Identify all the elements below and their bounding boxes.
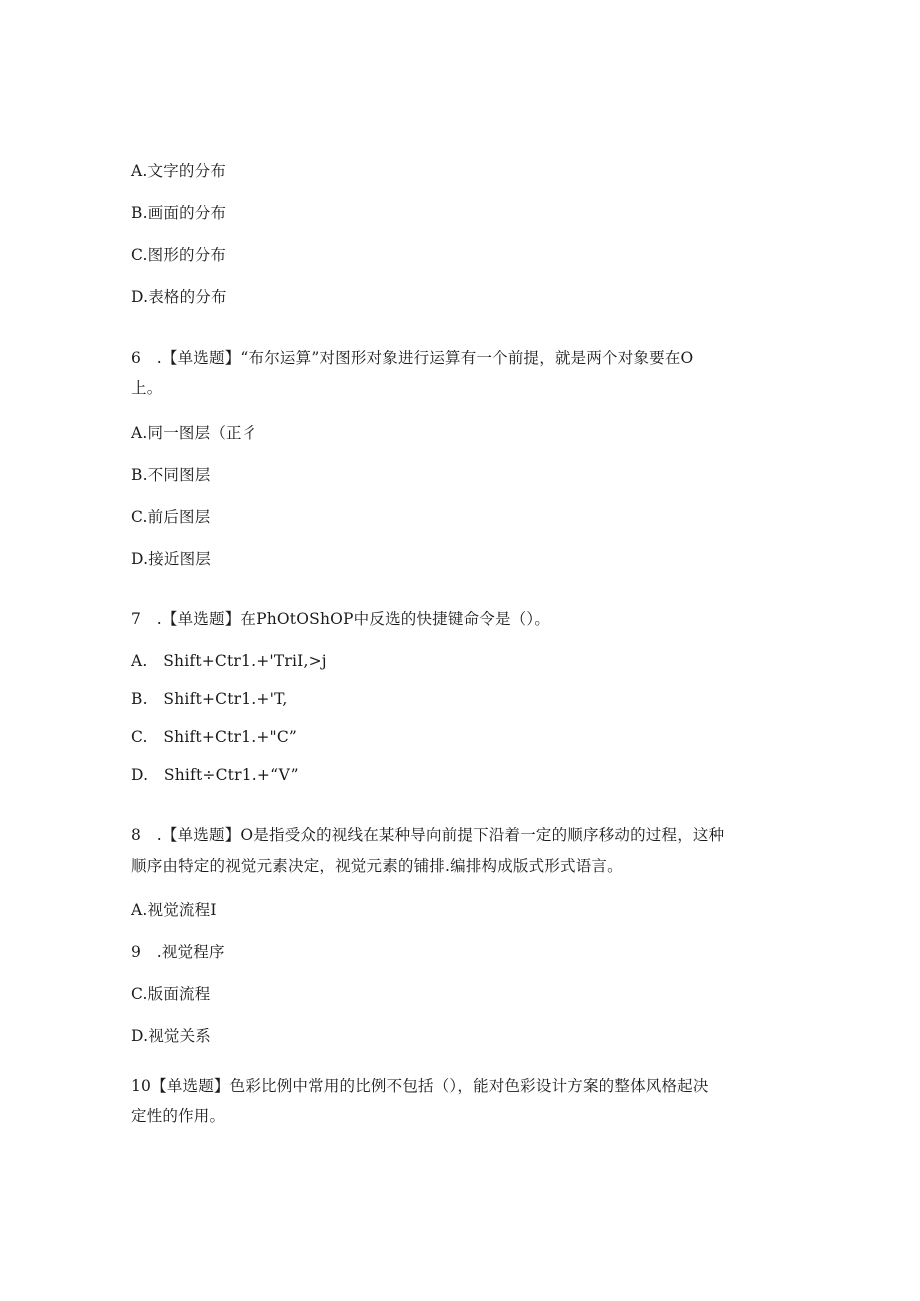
q8-stem-line1: 8 .【单选题】O是指受众的视线在某种导向前提下沿着一定的顺序移动的过程，这种 [131,826,725,844]
q8-option-d: D.视觉关系 [131,1027,212,1045]
q8-option-c: C.版面流程 [131,985,211,1003]
q6-stem-line1: 6 .【单选题】“布尔运算”对图形对象进行运算有一个前提，就是两个对象要在O [131,349,694,367]
q7-option-c: C. Shift+Ctr1.+"C” [131,728,298,746]
q7-option-b: B. Shift+Ctr1.+'T, [131,690,288,708]
q6-option-d: D.接近图层 [131,550,212,568]
q6-option-b: B.不同图层 [131,466,211,484]
q10-stem-line1: 10【单选题】色彩比例中常用的比例不包括（），能对色彩设计方案的整体风格起决 [131,1077,709,1095]
q8-option-a: A.视觉流程I [131,901,217,919]
q6-option-a: A.同一图层（正彳 [131,424,258,442]
q8-stem-line2: 顺序由特定的视觉元素决定，视觉元素的铺排.编排构成版式形式语言。 [131,857,623,875]
q7-option-d: D. Shift÷Ctr1.+“V” [131,766,299,784]
q8-option-b: 9 .视觉程序 [131,943,225,961]
q5-option-d: D.表格的分布 [131,288,227,306]
q10-stem-line2: 定性的作用。 [131,1107,226,1125]
q6-stem-line2: 上。 [131,379,163,397]
q5-option-a: A.文字的分布 [131,162,227,180]
q7-option-a: A. Shift+Ctr1.+'TriI,>j [131,652,327,670]
q5-option-c: C.图形的分布 [131,246,227,264]
q7-stem-line1: 7 .【单选题】在PhOtOShOP中反选的快捷键命令是（）。 [131,610,551,628]
q6-option-c: C.前后图层 [131,508,211,526]
q5-option-b: B.画面的分布 [131,204,227,222]
